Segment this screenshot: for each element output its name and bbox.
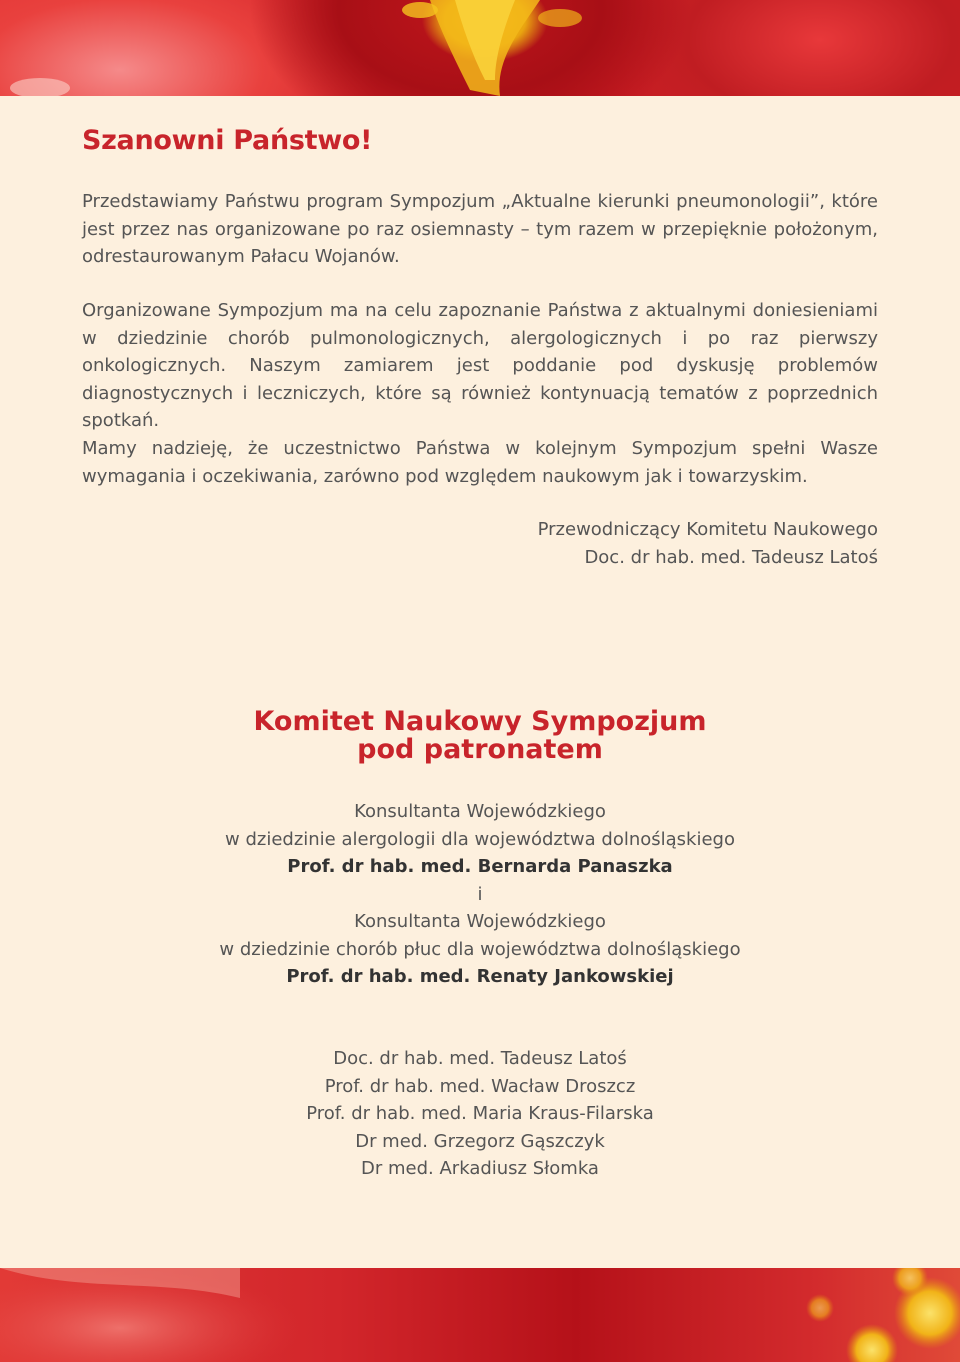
committee-member: Dr med. Grzegorz Gąszczyk	[355, 1130, 605, 1152]
committee-title	[0, 708, 960, 764]
flower-petal-graphic	[0, 0, 960, 96]
flower-bouquet-graphic	[0, 1268, 960, 1362]
patron1-role: Konsultanta Wojewódzkiego	[354, 801, 606, 822]
signature-block	[538, 516, 878, 571]
patron-conjunction: i	[477, 883, 483, 905]
committee-member: Prof. dr hab. med. Wacław Droszcz	[324, 1075, 636, 1097]
committee-member: Prof. dr hab. med. Maria Kraus-Filarska	[306, 1103, 654, 1124]
committee-title-line1: Komitet Naukowy Sympozjum	[253, 706, 707, 737]
patron2-field: w dziedzinie chorób płuc dla województwa dolnośląskiego	[219, 938, 741, 960]
committee-title-line2: pod patronatem	[357, 734, 603, 765]
signature-role: Przewodniczący Komitetu Naukowego	[537, 519, 878, 540]
goals-paragraph: Organizowane Sympozjum ma na celu zapoznanie Państwa z aktualnymi doniesieniami w dziedzinie chorób pulmonologicznych, alergologicznych i po raz pierwszy onkologicznych. Naszym zamiarem jest poddanie pod dyskusję problemów diagnostycznych i leczniczych, które są również kontynuacją tematów z poprzednich spotkań.	[82, 300, 878, 431]
letter-heading: Szanowni Państwo!	[82, 125, 373, 156]
committee-member: Doc. dr hab. med. Tadeusz Latoś	[333, 1048, 627, 1069]
patron2-role: Konsultanta Wojewódzkiego	[354, 911, 606, 932]
intro-paragraph: Przedstawiamy Państwu program Sympozjum „Aktualne kierunki pneumonologii”, które jest przez nas organizowane po raz osiemnasty – tym razem w przepięknie położonym, odrestaurowanym Pałacu Wojanów.	[82, 191, 878, 267]
bottom-flower-banner	[0, 1268, 960, 1362]
signature-name: Doc. dr hab. med. Tadeusz Latoś	[584, 546, 878, 568]
committee-member: Dr med. Arkadiusz Słomka	[361, 1158, 599, 1179]
patron2-name: Prof. dr hab. med. Renaty Jankowskiej	[286, 966, 674, 987]
committee-members-list	[0, 1045, 960, 1183]
hope-paragraph: Mamy nadzieję, że uczestnictwo Państwa w kolejnym Sympozjum spełni Wasze wymagania i oczekiwania, zarówno pod względem naukowym jak i towarzyskim.	[82, 438, 878, 487]
patron1-field: w dziedzinie alergologii dla województwa dolnośląskiego	[225, 828, 735, 850]
patron1-name: Prof. dr hab. med. Bernarda Panaszka	[287, 856, 673, 877]
patronage-block	[0, 798, 960, 991]
top-flower-banner	[0, 0, 960, 96]
